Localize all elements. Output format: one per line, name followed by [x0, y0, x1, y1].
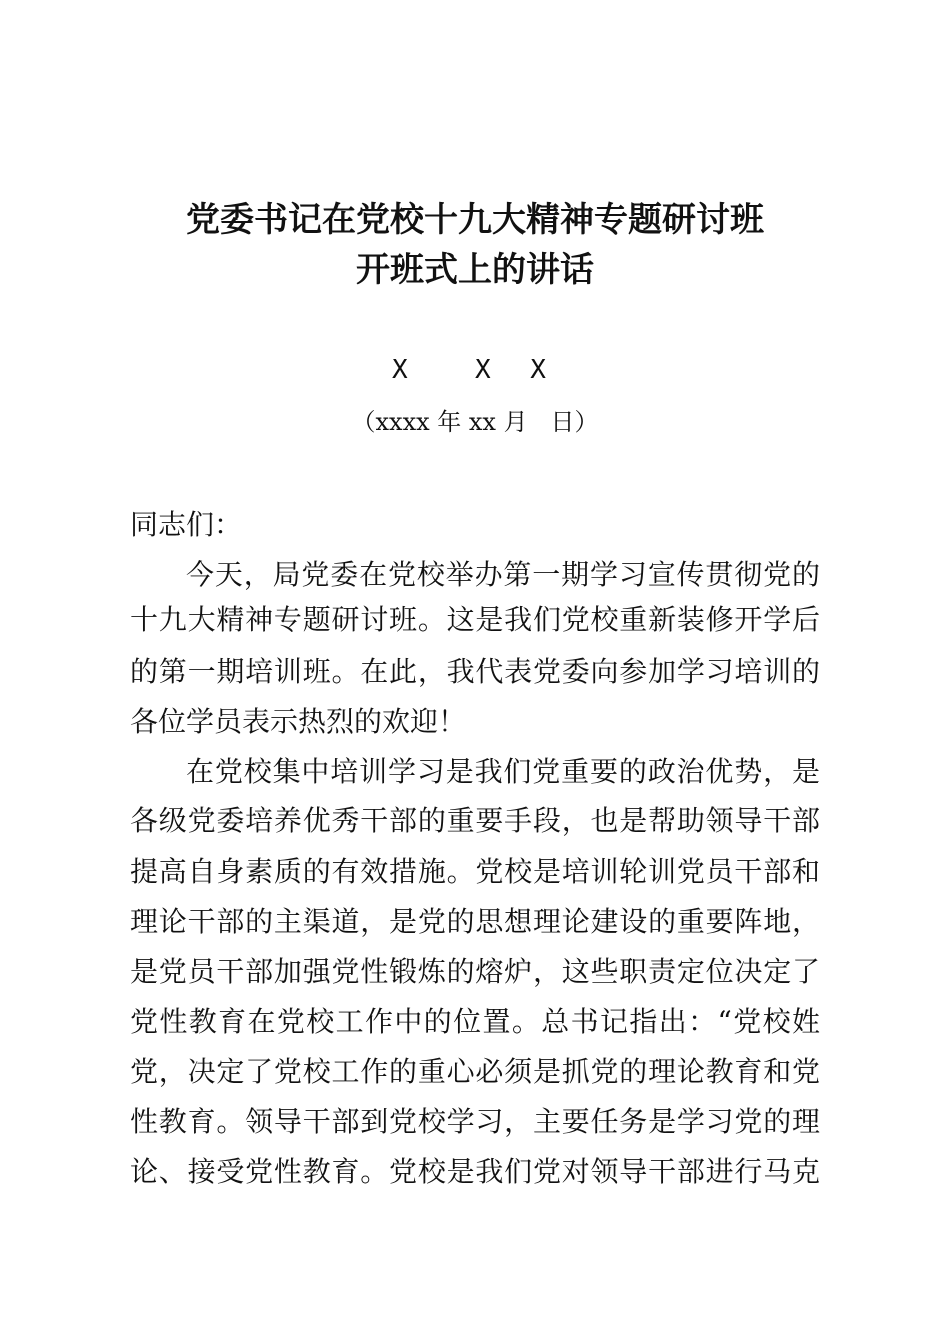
body-line: 性教育。领导干部到党校学习，主要任务是学习党的理: [130, 1105, 820, 1138]
body-line: 十九大精神专题研讨班。这是我们党校重新装修开学后: [130, 603, 820, 636]
body-line: 各级党委培养优秀干部的重要手段，也是帮助领导干部: [130, 804, 820, 837]
body-line: 今天，局党委在党校举办第一期学习宣传贯彻党的: [186, 558, 820, 591]
speech-date: （xxxx 年 xx 月 日）: [351, 408, 599, 436]
body-line: 论、接受党性教育。党校是我们党对领导干部进行马克: [130, 1155, 820, 1188]
body-line: 是党员干部加强党性锻炼的熔炉，这些职责定位决定了: [130, 955, 820, 988]
document-title-line-1: 党委书记在党校十九大精神专题研讨班: [186, 200, 764, 240]
body-line: 的第一期培训班。在此，我代表党委向参加学习培训的: [130, 655, 820, 688]
document-title-line-2: 开班式上的讲话: [356, 250, 594, 290]
body-line: 理论干部的主渠道，是党的思想理论建设的重要阵地，: [130, 905, 820, 938]
body-line: 在党校集中培训学习是我们党重要的政治优势，是: [186, 755, 820, 788]
body-line: 各位学员表示热烈的欢迎！: [130, 705, 467, 738]
body-line: 党，决定了党校工作的重心必须是抓党的理论教育和党: [130, 1055, 820, 1088]
salutation: 同志们：: [130, 508, 243, 541]
body-line: 党性教育在党校工作中的位置。总书记指出：“党校姓: [130, 1005, 820, 1038]
body-line: 提高自身素质的有效措施。党校是培训轮训党员干部和: [130, 855, 820, 888]
author-name: X X X: [392, 355, 558, 385]
